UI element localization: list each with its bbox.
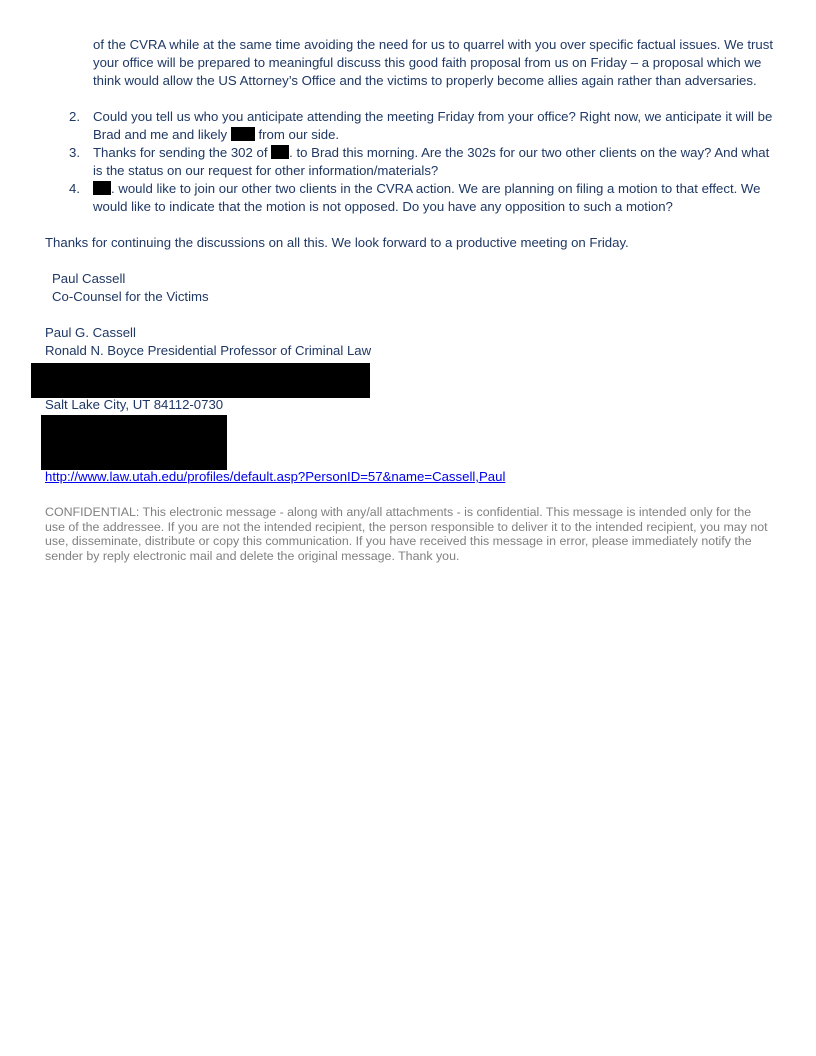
list-text-before: Could you tell us who you anticipate attending the meeting Friday from your office? Right now, we anticipate it will be Brad and me and likely (93, 109, 773, 142)
list-text-after: . would like to join our other two clients in the CVRA action. We are planning on filing a motion to that effect. We would like to indicate that the motion is not opposed. Do you have any opposition to such a motion? (93, 181, 761, 214)
list-text (93, 180, 779, 216)
confidentiality-notice: CONFIDENTIAL: This electronic message - along with any/all attachments - is confidential. This message is intended only for the use of the addressee. If you are not the intended recipient, the person responsible to deliver it to the intended recipient, you may not use, disseminate, distribute or copy this communication. If you have received this message in error, please immediately notify the sender by reply electronic mail and delete the original message. Thank you. (45, 505, 768, 563)
redaction-block-contact (41, 415, 227, 470)
list-number: 4. (69, 181, 80, 196)
signature-short (52, 270, 209, 306)
signature-city: Salt Lake City, UT 84112-0730 (45, 397, 224, 412)
signature-full-name: Paul G. Cassell (45, 325, 136, 340)
signature-title: Ronald N. Boyce Presidential Professor of Criminal Law (45, 343, 372, 358)
signature-full (45, 324, 371, 360)
list-text (93, 108, 779, 144)
list-text-after: . to Brad this morning. Are the 302s for our two other clients on the way? And what is the status on our request for other information/materials? (93, 145, 770, 178)
list-text-after: from our side. (254, 127, 340, 142)
signature-role: Co-Counsel for the Victims (52, 289, 209, 304)
redaction-box (271, 145, 289, 159)
redaction-box (231, 127, 255, 141)
redaction-box (93, 181, 111, 195)
signature-name: Paul Cassell (52, 271, 126, 286)
list-text (93, 144, 779, 180)
redaction-block-address (31, 363, 370, 398)
list-number: 3. (69, 145, 80, 160)
profile-link[interactable]: http://www.law.utah.edu/profiles/default.asp?PersonID=57&name=Cassell,Paul (45, 469, 506, 484)
body-paragraph: of the CVRA while at the same time avoiding the need for us to quarrel with you over specific factual issues. We trust your office will be prepared to meaningful discuss this good faith proposal from us on Friday – a proposal which we think would allow the US Attorney’s Office and the victims to properly become allies again rather than adversaries. (93, 37, 773, 88)
closing-line: Thanks for continuing the discussions on all this. We look forward to a productive meeting on Friday. (45, 235, 629, 250)
list-number: 2. (69, 109, 80, 124)
list-text-before: Thanks for sending the 302 of (93, 145, 272, 160)
